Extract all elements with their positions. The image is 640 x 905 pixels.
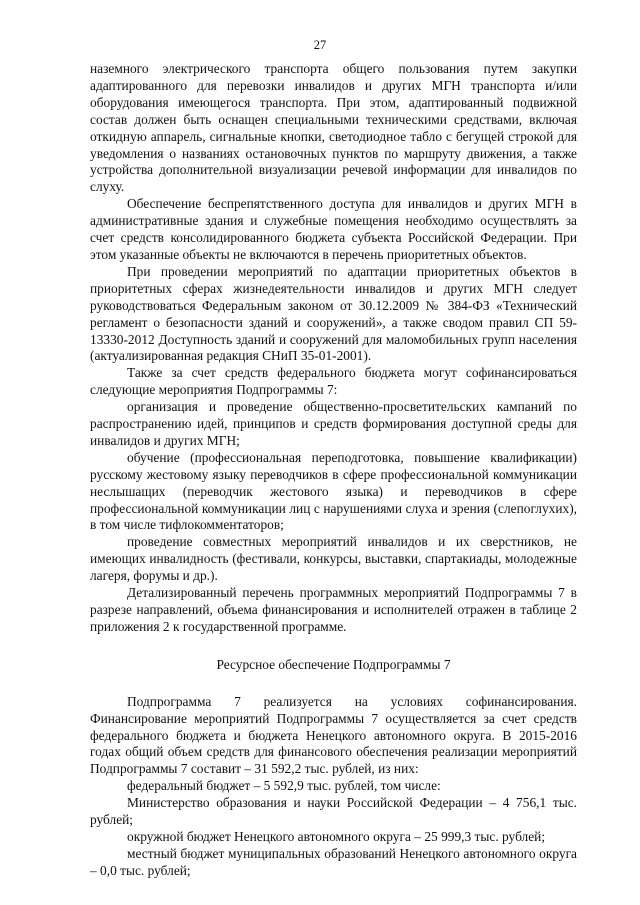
budget-line-federal: федеральный бюджет – 5 592,9 тыс. рублей, том числе: — [127, 778, 441, 794]
paragraph-transport-continuation: наземного электрического транспорта общего пользования путем закупки адаптированного для перевозки инвалидов и других МГН транспорта и/или оборудования имеющегося транспорта. При этом, адаптированный подвижной состав должен быть оснащен специальными техническими средствами, включая откидную аппарель, сигнальные кнопки, светодиодное табло с бегущей строкой для уведомления о названиях остановочных пунктов по маршруту движения, а также устройства дополнительной визуализации речевой информации для инвалидов по слуху. — [90, 61, 577, 195]
paragraph-federal-cofinancing: Также за счет средств федерального бюджета могут софинансироваться следующие мероприятия Подпрограммы 7: — [90, 365, 577, 398]
paragraph-admin-buildings: Обеспечение беспрепятственного доступа для инвалидов и других МГН в административные здания и служебные помещения необходимо осуществлять за счет средств консолидированного бюджета субъекта Российской Федерации. При этом указанные объекты не включаются в перечень приоритетных объектов. — [90, 196, 577, 262]
paragraph-regulations: При проведении мероприятий по адаптации приоритетных объектов в приоритетных сферах жизнедеятельности инвалидов и других МГН следует руководствоваться Федеральным законом от 30.12.2009 № 384-ФЗ «Технический регламент о безопасности зданий и сооружений», а также сводом правил СП 59-13330-2012 Доступность зданий и сооружений для маломобильных групп населения (актуализированная редакция СНиП 35-01-2001). — [90, 263, 577, 364]
section-heading: Ресурсное обеспечение Подпрограммы 7 — [216, 656, 451, 672]
list-item-campaigns: организация и проведение общественно-просветительских кампаний по распространению идей, принципов и средств формирования доступной среды для инвалидов и других МГН; — [90, 399, 577, 448]
budget-line-ministry: Министерство образования и науки Российской Федерации – 4 756,1 тыс. рублей; — [90, 795, 577, 828]
list-item-training: обучение (профессиональная переподготовка, повышение квалификации) русскому жестовому языку переводчиков в сфере профессиональной коммуникации неслышащих (переводчик жестового языка) и переводчиков в сфере профессиональной коммуникации лиц с нарушениями слуха и зрения (слепоглухих), в том числе тифлокомментаторов; — [90, 449, 577, 533]
page-number: 27 — [313, 38, 327, 52]
budget-line-municipal: местный бюджет муниципальных образований Ненецкого автономного округа – 0,0 тыс. рублей; — [90, 845, 577, 878]
paragraph-financing: Подпрограмма 7 реализуется на условиях софинансирования. Финансирование мероприятий Подпрограммы 7 осуществляется за счет средств федерального бюджета и бюджета Ненецкого автономного округа. В 2015-2016 годах общий объем средств для финансового обеспечения реализации мероприятий Подпрограммы 7 составит – 31 592,2 тыс. рублей, из них: — [90, 693, 577, 777]
paragraph-detailed-list: Детализированный перечень программных мероприятий Подпрограммы 7 в разрезе направлений, объема финансирования и исполнителей отражен в таблице 2 приложения 2 к государственной программе. — [90, 585, 577, 634]
list-item-joint-events: проведение совместных мероприятий инвалидов и их сверстников, не имеющих инвалидность (фестивали, конкурсы, выставки, спартакиады, молодежные лагеря, форумы и др.). — [90, 534, 577, 584]
page-body — [90, 61, 577, 880]
budget-line-district: окружной бюджет Ненецкого автономного округа – 25 999,3 тыс. рублей; — [127, 828, 546, 844]
